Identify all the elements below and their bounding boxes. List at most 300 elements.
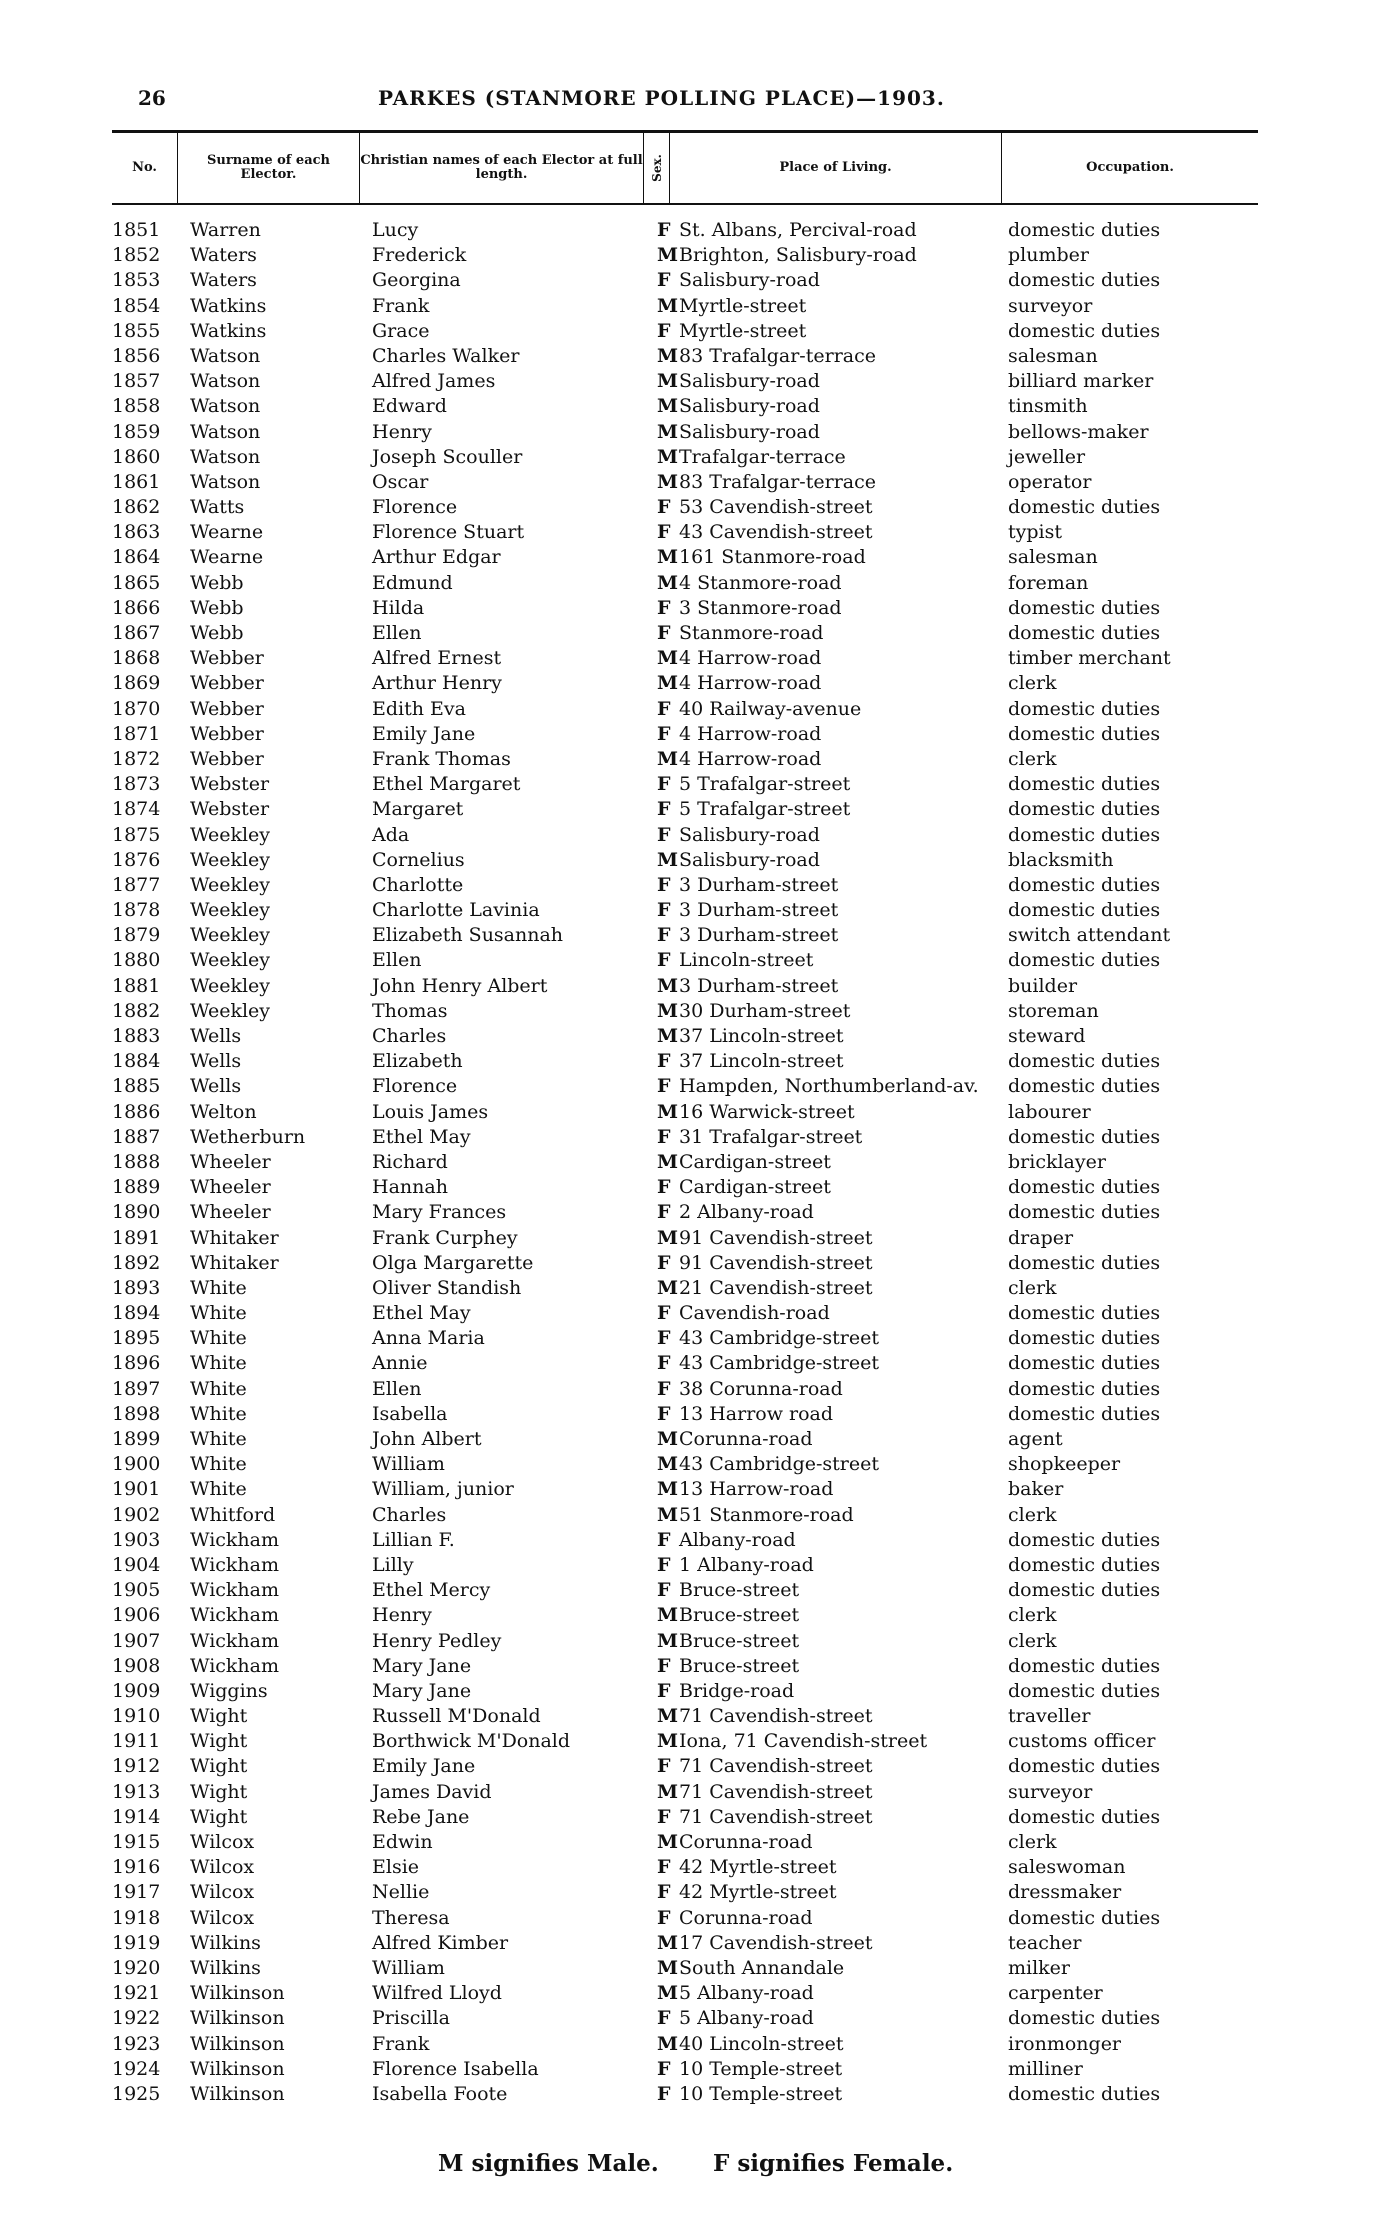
occupation: domestic duties: [1008, 1125, 1161, 1148]
christian-names: Frank Thomas: [372, 747, 511, 770]
christian-names: Ethel Mercy: [372, 1579, 491, 1602]
christian-names: Isabella Foote: [372, 2082, 508, 2105]
sex: F: [657, 319, 671, 342]
place-of-living: St. Albans, Percival-road: [679, 219, 917, 241]
sex: F: [657, 2057, 671, 2080]
column-header-number: No.: [112, 133, 178, 203]
table-row: [0, 1452, 1382, 1477]
christian-names: Annie: [372, 1352, 428, 1375]
sex: M: [657, 1956, 679, 1979]
table-row: [0, 671, 1382, 696]
surname: Weekley: [190, 999, 271, 1022]
elector-number: 1853: [112, 269, 161, 292]
christian-names: Mary Frances: [372, 1201, 507, 1224]
sex: F: [657, 1906, 671, 1929]
sex: F: [657, 1352, 671, 1375]
place-of-living: 71 Cavendish-street: [679, 1755, 873, 1778]
christian-names: Rebe Jane: [372, 1805, 470, 1828]
sex: M: [657, 1780, 679, 1803]
surname: Wight: [190, 1805, 248, 1828]
surname: Watson: [190, 420, 261, 443]
elector-number: 1880: [112, 949, 161, 972]
footer-legend: [0, 2150, 1382, 2190]
place-of-living: Hampden, Northumberland-av.: [679, 1075, 979, 1098]
elector-number: 1924: [112, 2057, 161, 2080]
surname: Wilkinson: [190, 2082, 285, 2105]
occupation: saleswoman: [1008, 1856, 1126, 1879]
table-row: [0, 1175, 1382, 1200]
table-row: [0, 697, 1382, 722]
sex: M: [657, 470, 679, 493]
table-row: [0, 420, 1382, 445]
surname: Wilcox: [190, 1881, 255, 1904]
sex: F: [657, 1176, 671, 1199]
occupation: builder: [1008, 974, 1078, 997]
table-row: [0, 1351, 1382, 1376]
place-of-living: 3 Durham-street: [679, 899, 839, 922]
christian-names: Arthur Henry: [372, 672, 502, 695]
occupation: surveyor: [1008, 294, 1093, 317]
elector-number: 1854: [112, 294, 161, 317]
place-of-living: 53 Cavendish-street: [679, 496, 873, 519]
surname: Wickham: [190, 1553, 280, 1576]
place-of-living: 43 Cambridge-street: [679, 1327, 880, 1350]
christian-names: Ethel May: [372, 1125, 471, 1148]
christian-names: Mary Jane: [372, 1679, 472, 1702]
sex: F: [657, 924, 671, 947]
surname: Watson: [190, 445, 261, 468]
place-of-living: 3 Durham-street: [679, 974, 839, 997]
table-row: [0, 1629, 1382, 1654]
place-of-living: Brighton, Salisbury-road: [679, 244, 917, 267]
elector-number: 1918: [112, 1906, 161, 1929]
table-row: [0, 2032, 1382, 2057]
place-of-living: Bruce-street: [679, 1579, 800, 1602]
surname: Wickham: [190, 1579, 280, 1602]
page-header: [0, 82, 1382, 122]
table-row: [0, 1528, 1382, 1553]
sex: F: [657, 1881, 671, 1904]
place-of-living: Bruce-street: [679, 1654, 800, 1677]
christian-names: Theresa: [372, 1906, 450, 1929]
table-row: [0, 1780, 1382, 1805]
surname: Warren: [190, 219, 261, 241]
elector-number: 1896: [112, 1352, 161, 1375]
christian-names: John Henry Albert: [372, 974, 548, 997]
sex: M: [657, 1025, 679, 1047]
elector-number: 1866: [112, 596, 161, 619]
surname: Wickham: [190, 1604, 280, 1627]
table-row: [0, 1931, 1382, 1956]
christian-names: Hilda: [372, 596, 425, 619]
table-row: [0, 1906, 1382, 1931]
place-of-living: Salisbury-road: [679, 395, 820, 418]
occupation: domestic duties: [1008, 1402, 1161, 1425]
sex: F: [657, 1402, 671, 1425]
surname: Wickham: [190, 1654, 280, 1677]
place-of-living: 4 Harrow-road: [679, 747, 822, 770]
table-row: [0, 1855, 1382, 1880]
elector-number: 1862: [112, 496, 161, 519]
christian-names: Ellen: [372, 622, 422, 644]
christian-names: Nellie: [372, 1881, 430, 1904]
surname: White: [190, 1302, 247, 1325]
occupation: surveyor: [1008, 1780, 1093, 1803]
elector-number: 1899: [112, 1428, 161, 1450]
sex: F: [657, 949, 671, 972]
elector-number: 1893: [112, 1276, 161, 1299]
column-header-christian-names: Christian names of each Elector at full length.: [360, 133, 644, 203]
elector-number: 1883: [112, 1025, 161, 1047]
surname: Wilkinson: [190, 2032, 285, 2055]
occupation: domestic duties: [1008, 219, 1161, 241]
surname: Webber: [190, 747, 264, 770]
surname: Wickham: [190, 1528, 280, 1551]
place-of-living: 13 Harrow-road: [679, 1478, 834, 1501]
place-of-living: Salisbury-road: [679, 420, 820, 443]
table-row: [0, 294, 1382, 319]
surname: Wilkins: [190, 1931, 261, 1954]
elector-number: 1869: [112, 672, 161, 695]
sex: M: [657, 1730, 679, 1753]
place-of-living: Corunna-road: [679, 1428, 813, 1450]
sex: F: [657, 496, 671, 519]
occupation: steward: [1008, 1025, 1086, 1047]
christian-names: Edwin: [372, 1831, 433, 1853]
christian-names: Louis James: [372, 1100, 489, 1123]
table-row: [0, 873, 1382, 898]
table-row: [0, 1805, 1382, 1830]
sex: M: [657, 974, 679, 997]
place-of-living: Salisbury-road: [679, 848, 820, 871]
christian-names: Wilfred Lloyd: [372, 1982, 502, 2005]
table-row: [0, 243, 1382, 268]
table-row: [0, 722, 1382, 747]
occupation: domestic duties: [1008, 1176, 1161, 1199]
christian-names: Alfred Ernest: [372, 647, 502, 670]
surname: Whitaker: [190, 1251, 279, 1274]
sex: F: [657, 521, 671, 544]
occupation: draper: [1008, 1226, 1074, 1249]
christian-names: Georgina: [372, 269, 461, 292]
christian-names: Lucy: [372, 219, 419, 241]
occupation: clerk: [1008, 1629, 1057, 1652]
table-row: [0, 1377, 1382, 1402]
christian-names: James David: [372, 1780, 492, 1803]
occupation: clerk: [1008, 672, 1057, 695]
table-row: [0, 545, 1382, 570]
christian-names: Florence Isabella: [372, 2057, 539, 2080]
place-of-living: 71 Cavendish-street: [679, 1805, 873, 1828]
sex: M: [657, 1705, 679, 1728]
christian-names: Edward: [372, 395, 447, 418]
place-of-living: 42 Myrtle-street: [679, 1881, 837, 1904]
christian-names: William: [372, 1956, 445, 1979]
sex: M: [657, 1478, 679, 1501]
surname: Wetherburn: [190, 1125, 306, 1148]
christian-names: Joseph Scouller: [372, 445, 523, 468]
elector-number: 1871: [112, 722, 161, 745]
occupation: domestic duties: [1008, 899, 1161, 922]
place-of-living: 10 Temple-street: [679, 2057, 843, 2080]
surname: Wight: [190, 1780, 248, 1803]
place-of-living: 42 Myrtle-street: [679, 1856, 837, 1879]
christian-names: Elizabeth: [372, 1050, 463, 1073]
surname: Wilkins: [190, 1956, 261, 1979]
surname: Waters: [190, 244, 257, 267]
table-row: [0, 1402, 1382, 1427]
place-of-living: 31 Trafalgar-street: [679, 1125, 863, 1148]
elector-number: 1916: [112, 1856, 161, 1879]
sex: M: [657, 1629, 679, 1652]
christian-names: Mary Jane: [372, 1654, 472, 1677]
occupation: domestic duties: [1008, 1075, 1161, 1098]
place-of-living: 5 Albany-road: [679, 1982, 814, 2005]
surname: Weekley: [190, 873, 271, 896]
occupation: carpenter: [1008, 1982, 1103, 2005]
place-of-living: 38 Corunna-road: [679, 1377, 843, 1400]
place-of-living: Corunna-road: [679, 1906, 813, 1929]
occupation: milker: [1008, 1956, 1071, 1979]
place-of-living: Iona, 71 Cavendish-street: [679, 1730, 928, 1753]
surname: Weekley: [190, 924, 271, 947]
sex: F: [657, 1075, 671, 1098]
surname: Whitaker: [190, 1226, 279, 1249]
sex: M: [657, 1428, 679, 1450]
surname: Wheeler: [190, 1201, 271, 1224]
christian-names: Alfred Kimber: [372, 1931, 509, 1954]
occupation: baker: [1008, 1478, 1064, 1501]
place-of-living: Cavendish-road: [679, 1302, 830, 1325]
occupation: domestic duties: [1008, 1906, 1161, 1929]
place-of-living: 13 Harrow road: [679, 1402, 834, 1425]
christian-names: Olga Margarette: [372, 1251, 534, 1274]
table-row: [0, 948, 1382, 973]
elector-number: 1872: [112, 747, 161, 770]
place-of-living: 40 Railway-avenue: [679, 697, 862, 720]
surname: White: [190, 1453, 247, 1476]
surname: Watkins: [190, 294, 267, 317]
christian-names: Margaret: [372, 798, 464, 821]
place-of-living: South Annandale: [679, 1956, 845, 1979]
sex: M: [657, 1226, 679, 1249]
sex: M: [657, 647, 679, 670]
surname: Weekley: [190, 848, 271, 871]
elector-number: 1898: [112, 1402, 161, 1425]
occupation: domestic duties: [1008, 1805, 1161, 1828]
sex: F: [657, 1755, 671, 1778]
page-number: 26: [138, 86, 166, 110]
surname: Wilkinson: [190, 2057, 285, 2080]
place-of-living: 3 Durham-street: [679, 873, 839, 896]
sex: F: [657, 2007, 671, 2030]
table-row: [0, 1276, 1382, 1301]
surname: White: [190, 1352, 247, 1375]
place-of-living: 83 Trafalgar-terrace: [679, 344, 876, 367]
sex: M: [657, 1931, 679, 1954]
place-of-living: Trafalgar-terrace: [679, 445, 846, 468]
elector-number: 1915: [112, 1831, 161, 1853]
sex: F: [657, 1125, 671, 1148]
sex: F: [657, 773, 671, 796]
christian-names: Elsie: [372, 1856, 420, 1879]
elector-number: 1914: [112, 1805, 161, 1828]
place-of-living: 37 Lincoln-street: [679, 1025, 844, 1047]
sex: F: [657, 1553, 671, 1576]
sex: M: [657, 2032, 679, 2055]
occupation: domestic duties: [1008, 1755, 1161, 1778]
place-of-living: 43 Cambridge-street: [679, 1453, 880, 1476]
occupation: teacher: [1008, 1931, 1082, 1954]
elector-number: 1888: [112, 1150, 161, 1173]
occupation: domestic duties: [1008, 496, 1161, 519]
christian-names: Thomas: [372, 999, 448, 1022]
christian-names: Arthur Edgar: [372, 546, 501, 569]
surname: Wight: [190, 1730, 248, 1753]
surname: Webb: [190, 596, 244, 619]
place-of-living: 5 Albany-road: [679, 2007, 814, 2030]
christian-names: Ellen: [372, 949, 422, 972]
table-row: [0, 218, 1382, 243]
surname: White: [190, 1428, 247, 1450]
table-row: [0, 470, 1382, 495]
elector-number: 1890: [112, 1201, 161, 1224]
table-row: [0, 1200, 1382, 1225]
surname: Wilkinson: [190, 2007, 285, 2030]
sex: M: [657, 395, 679, 418]
occupation: domestic duties: [1008, 697, 1161, 720]
surname: Waters: [190, 269, 257, 292]
table-row: [0, 1074, 1382, 1099]
occupation: domestic duties: [1008, 269, 1161, 292]
place-of-living: 5 Trafalgar-street: [679, 773, 851, 796]
place-of-living: 4 Harrow-road: [679, 647, 822, 670]
sex: M: [657, 244, 679, 267]
christian-names: Henry Pedley: [372, 1629, 502, 1652]
place-of-living: Corunna-road: [679, 1831, 813, 1853]
male-note: M signifies Male.: [438, 2150, 659, 2177]
column-header-sex-label: Sex.: [649, 154, 664, 182]
sex: M: [657, 848, 679, 871]
sex: M: [657, 294, 679, 317]
sex: F: [657, 697, 671, 720]
christian-names: William, junior: [372, 1478, 514, 1501]
table-row: [0, 848, 1382, 873]
elector-number: 1876: [112, 848, 161, 871]
place-of-living: 4 Harrow-road: [679, 672, 822, 695]
surname: Wells: [190, 1075, 242, 1098]
surname: Watson: [190, 395, 261, 418]
elector-number: 1908: [112, 1654, 161, 1677]
elector-number: 1885: [112, 1075, 161, 1098]
christian-names: Russell M'Donald: [372, 1705, 541, 1728]
occupation: blacksmith: [1008, 848, 1114, 871]
occupation: domestic duties: [1008, 949, 1161, 972]
elector-number: 1920: [112, 1956, 161, 1979]
christian-names: John Albert: [372, 1428, 482, 1450]
christian-names: Alfred James: [372, 370, 496, 393]
surname: Watts: [190, 496, 245, 519]
sex: M: [657, 370, 679, 393]
table-row: [0, 1125, 1382, 1150]
surname: Wilkinson: [190, 1982, 285, 2005]
occupation: domestic duties: [1008, 1579, 1161, 1602]
place-of-living: Bruce-street: [679, 1604, 800, 1627]
occupation: domestic duties: [1008, 1654, 1161, 1677]
elector-number: 1855: [112, 319, 161, 342]
elector-number: 1852: [112, 244, 161, 267]
surname: Wilcox: [190, 1831, 255, 1853]
elector-number: 1868: [112, 647, 161, 670]
elector-number: 1879: [112, 924, 161, 947]
table-row: [0, 495, 1382, 520]
place-of-living: 40 Lincoln-street: [679, 2032, 844, 2055]
christian-names: Lilly: [372, 1553, 414, 1576]
occupation: domestic duties: [1008, 798, 1161, 821]
sex: M: [657, 445, 679, 468]
elector-number: 1897: [112, 1377, 161, 1400]
table-row: [0, 1754, 1382, 1779]
table-row: [0, 344, 1382, 369]
table-row: [0, 1150, 1382, 1175]
christian-names: Henry: [372, 420, 432, 443]
surname: Wheeler: [190, 1176, 271, 1199]
elector-number: 1873: [112, 773, 161, 796]
elector-number: 1892: [112, 1251, 161, 1274]
occupation: domestic duties: [1008, 1553, 1161, 1576]
surname: White: [190, 1276, 247, 1299]
surname: Webb: [190, 571, 244, 594]
sex: F: [657, 899, 671, 922]
christian-names: Florence: [372, 1075, 458, 1098]
sex: M: [657, 672, 679, 695]
christian-names: Hannah: [372, 1176, 448, 1199]
place-of-living: Bruce-street: [679, 1629, 800, 1652]
elector-number: 1904: [112, 1553, 161, 1576]
table-row: [0, 369, 1382, 394]
surname: Whitford: [190, 1503, 276, 1526]
elector-number: 1870: [112, 697, 161, 720]
sex: F: [657, 1654, 671, 1677]
sex: M: [657, 546, 679, 569]
place-of-living: Stanmore-road: [679, 622, 824, 644]
christian-names: Henry: [372, 1604, 432, 1627]
place-of-living: 16 Warwick-street: [679, 1100, 855, 1123]
christian-names: Lillian F.: [372, 1528, 455, 1551]
elector-number: 1919: [112, 1931, 161, 1954]
christian-names: Isabella: [372, 1402, 448, 1425]
table-row: [0, 1326, 1382, 1351]
elector-number: 1917: [112, 1881, 161, 1904]
christian-names: Edmund: [372, 571, 453, 594]
sex: M: [657, 747, 679, 770]
table-row: [0, 1830, 1382, 1855]
place-of-living: 43 Cambridge-street: [679, 1352, 880, 1375]
elector-number: 1865: [112, 571, 161, 594]
surname: Webber: [190, 697, 264, 720]
place-of-living: 37 Lincoln-street: [679, 1050, 844, 1073]
surname: Watson: [190, 370, 261, 393]
elector-number: 1925: [112, 2082, 161, 2105]
occupation: clerk: [1008, 1604, 1057, 1627]
female-note: F signifies Female.: [713, 2150, 954, 2177]
place-of-living: 1 Albany-road: [679, 1553, 814, 1576]
occupation: clerk: [1008, 747, 1057, 770]
sex: M: [657, 1453, 679, 1476]
christian-names: Emily Jane: [372, 722, 476, 745]
place-of-living: 71 Cavendish-street: [679, 1780, 873, 1803]
place-of-living: Lincoln-street: [679, 949, 814, 972]
